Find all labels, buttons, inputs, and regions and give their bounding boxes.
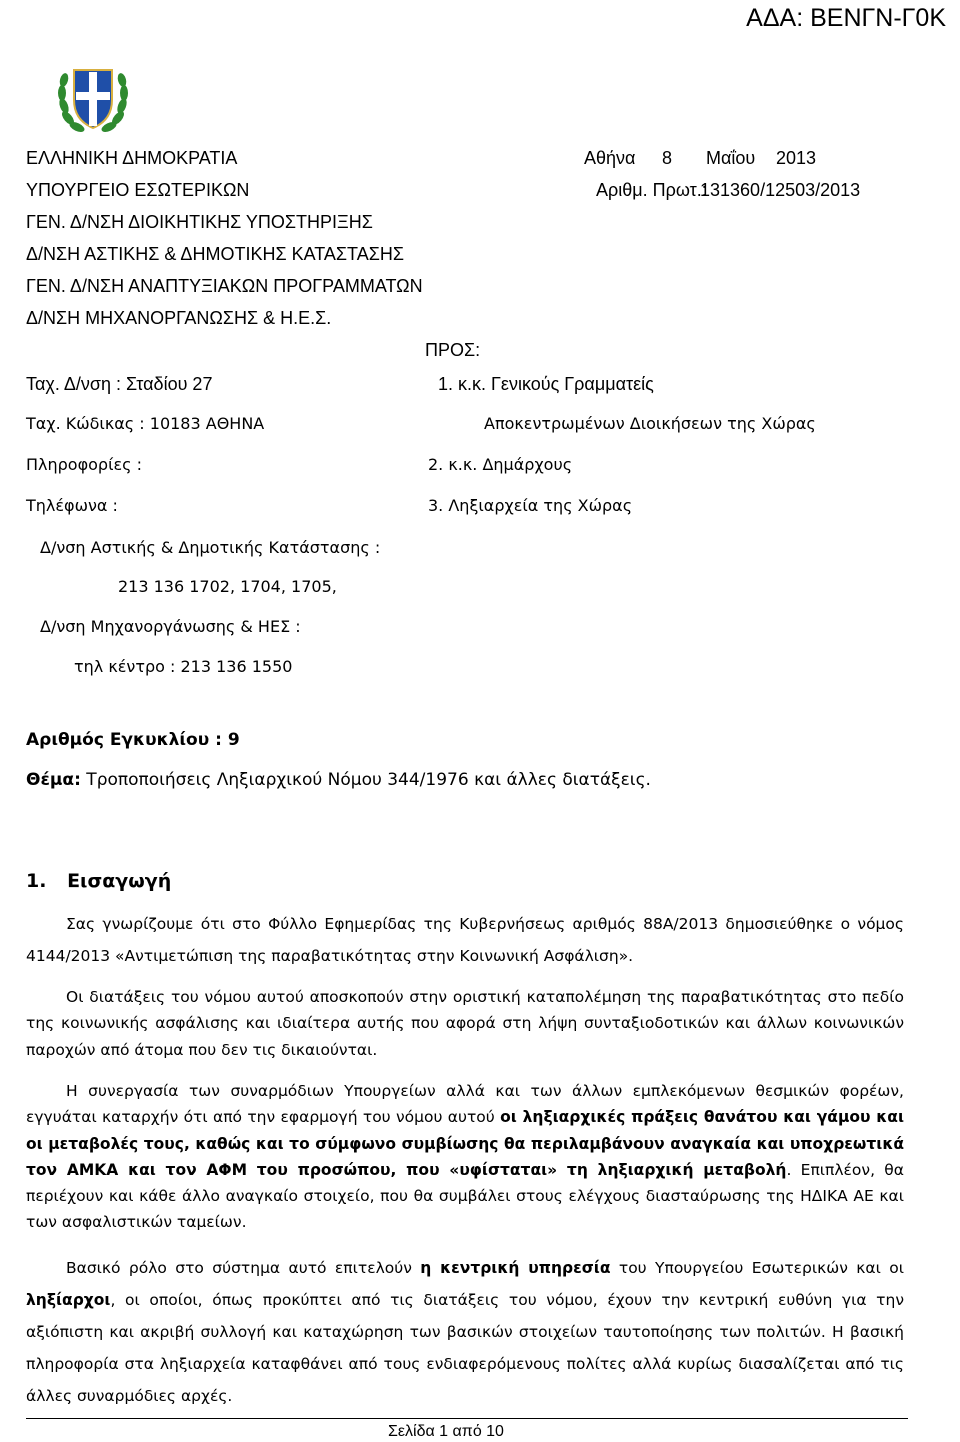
ada-code: ΑΔΑ: ΒΕΝΓΝ-Γ0Κ: [746, 4, 946, 32]
circular-number: Αριθμός Εγκυκλίου : 9: [26, 730, 240, 750]
recipients-label: ΠΡΟΣ:: [425, 340, 481, 360]
it-dept-label: Δ/νση Μηχανοργάνωσης & ΗΕΣ :: [40, 617, 301, 636]
date-day: 8: [662, 148, 673, 168]
address-info: Πληροφορίες :: [26, 455, 143, 474]
sender-line-1: ΕΛΛΗΝΙΚΗ ΔΗΜΟΚΡΑΤΙΑ: [26, 148, 238, 168]
address-postal: Ταχ. Κώδικας : 10183 ΑΘΗΝΑ: [26, 414, 265, 433]
sender-line-6: Δ/ΝΣΗ ΜΗΧΑΝΟΡΓΑΝΩΣΗΣ & Η.Ε.Σ.: [26, 308, 332, 328]
section-heading: [26, 870, 171, 892]
date-city: Αθήνα: [584, 148, 636, 168]
it-dept-phones: τηλ κέντρο : 213 136 1550: [74, 657, 293, 676]
paragraph-1-text: Σας γνωρίζουμε ότι στο Φύλλο Εφημερίδας της Κυβερνήσεως αριθμός 88Α/2013 δημοσιεύθηκε ο νόμος 4144/2013 «Αντιμετώπιση της παραβατικότητας στην Κοινωνική Ασφάλιση».: [26, 915, 904, 965]
paragraph-4-text-a: Βασικό ρόλο στο σύστημα αυτό επιτελούν: [66, 1259, 421, 1277]
paragraph-3-text-a: Η συνεργασία των συναρμόδιων Υπουργείων αλλά και των άλλων εμπλεκόμενων θεσμικών φορέων, εγγυάται καταρχήν ότι από την εφαρμογή του νόμου αυτού: [26, 1082, 904, 1127]
subject-label: Θέμα:: [26, 770, 81, 790]
section-number: 1.: [26, 870, 47, 892]
subject: [26, 770, 651, 790]
recipient-2: 2. κ.κ. Δημάρχους: [428, 455, 573, 474]
address-phones: Τηλέφωνα :: [26, 496, 118, 515]
page-number: Σελίδα 1 από 10: [388, 1423, 504, 1440]
paragraph-4-bold-b: ληξίαρχοι: [26, 1291, 111, 1309]
sender-line-3: ΓΕΝ. Δ/ΝΣΗ ΔΙΟΙΚΗΤΙΚΗΣ ΥΠΟΣΤΗΡΙΞΗΣ: [26, 212, 373, 232]
sender-line-2: ΥΠΟΥΡΓΕΙΟ ΕΣΩΤΕΡΙΚΩΝ: [26, 180, 250, 200]
paragraph-2-text: Οι διατάξεις του νόμου αυτού αποσκοπούν στην οριστική καταπολέμηση της παραβατικότητας στο πεδίο της κοινωνικής ασφάλισης και ιδιαίτερα αυτής που αφορά στη λήψη συνταξιοδοτικών και άλλων κοινωνικών παροχών από άτομα που δεν τις δικαιούνται.: [26, 988, 904, 1059]
footer-divider: [26, 1418, 908, 1419]
paragraph-3-text-c: . Επιπλέον, θα περιέχουν και κάθε άλλο αναγκαίο στοιχείο, που θα συμβάλει στους ελέγχους διασταύρωσης της ΗΔΙΚΑ ΑΕ και των ασφαλιστικών ταμείων.: [26, 1160, 904, 1232]
paragraph-1: [26, 908, 904, 972]
civil-dept-phones: 213 136 1702, 1704, 1705,: [118, 577, 337, 596]
protocol-number: 131360/12503/2013: [700, 180, 861, 200]
section-title: Εισαγωγή: [67, 870, 172, 892]
protocol-label: Αριθμ. Πρωτ.:: [596, 180, 707, 200]
sender-line-4: Δ/ΝΣΗ ΑΣΤΙΚΗΣ & ΔΗΜΟΤΙΚΗΣ ΚΑΤΑΣΤΑΣΗΣ: [26, 244, 404, 264]
paragraph-3-bold: οι ληξιαρχικές πράξεις θανάτου και γάμου και οι μεταβολές τους, καθώς και το σύμφωνο συμβίωσης θα περιλαμβάνουν αναγκαία και υποχρεωτικά τον ΑΜΚΑ και τον ΑΦΜ του προσώπου, που «υφίσταται» τη ληξιαρχική μεταβολή: [26, 1108, 904, 1179]
recipient-1-cont: Αποκεντρωμένων Διοικήσεων της Χώρας: [484, 414, 816, 433]
paragraph-2: [26, 984, 904, 1063]
paragraph-4-text-e: , οι οποίοι, όπως προκύπτει από τις διατάξεις του νόμου, έχουν την κεντρική ευθύνη για την αξιόπιστη και ακριβή συλλογή και καταχώρηση των βασικών στοιχείων ταυτοποίησης των πολιτών. Η βασική πληροφορία στα ληξιαρχεία καταφθάνει από τους ενδιαφερόμενους πολίτες αλλά κυρίως διασαλίζεται από τις άλλες συναρμόδιες αρχές.: [26, 1291, 904, 1405]
paragraph-4-bold-a: η κεντρική υπηρεσία: [420, 1259, 611, 1277]
recipient-1: 1. κ.κ. Γενικούς Γραμματείς: [438, 374, 654, 394]
civil-dept-label: Δ/νση Αστικής & Δημοτικής Κατάστασης :: [40, 538, 381, 557]
date-year: 2013: [776, 148, 817, 168]
sender-line-5: ΓΕΝ. Δ/ΝΣΗ ΑΝΑΠΤΥΞΙΑΚΩΝ ΠΡΟΓΡΑΜΜΑΤΩΝ: [26, 276, 423, 296]
address-street: Ταχ. Δ/νση : Σταδίου 27: [26, 374, 213, 394]
hellenic-republic-emblem-icon: [52, 56, 134, 138]
date-month: Μαΐου: [706, 148, 756, 168]
recipient-3: 3. Ληξιαρχεία της Χώρας: [428, 496, 633, 515]
subject-text: Τροποποιήσεις Ληξιαρχικού Νόμου 344/1976 και άλλες διατάξεις.: [80, 770, 651, 790]
paragraph-4: [26, 1252, 904, 1412]
paragraph-3: [26, 1078, 904, 1236]
paragraph-4-text-c: του Υπουργείου Εσωτερικών και οι: [610, 1259, 904, 1277]
